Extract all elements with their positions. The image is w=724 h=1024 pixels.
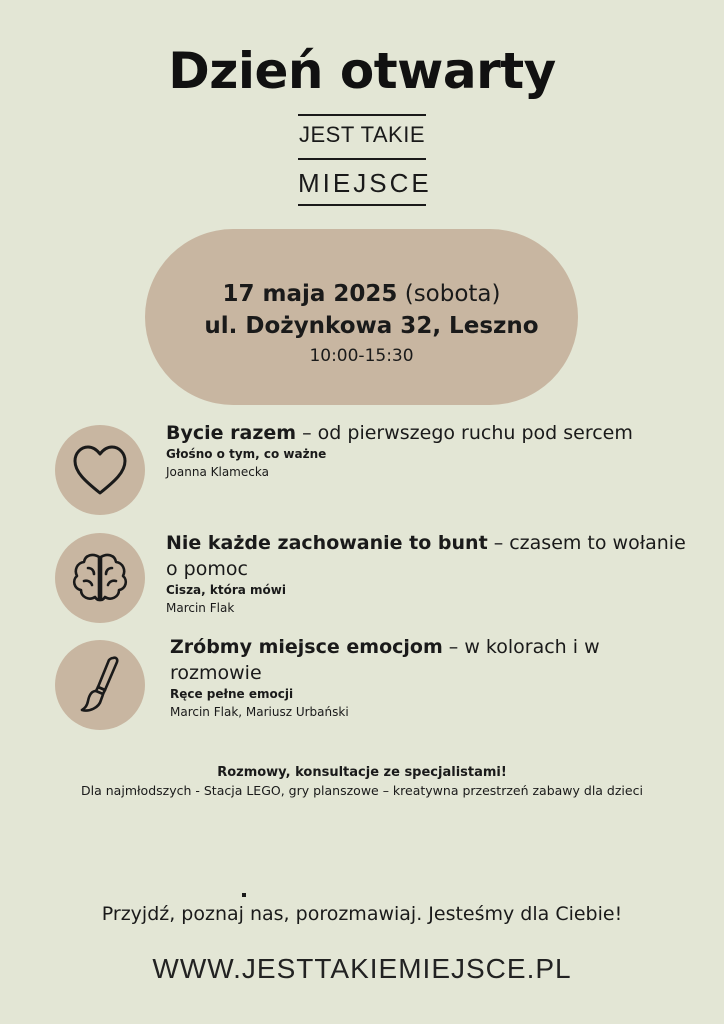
event-date — [145, 281, 578, 307]
page-title: Dzień otwarty — [168, 42, 556, 100]
event-date-day: 17 maja 2025 — [222, 281, 398, 307]
extras-kids-line: Dla najmłodszych - Stacja LEGO, gry planszowe – kreatywna przestrzeń zabawy dla dzieci — [81, 783, 643, 798]
logo — [298, 112, 432, 208]
extras-headline: Rozmowy, konsultacje ze specjalistami! — [217, 765, 507, 780]
event-time: 10:00-15:30 — [309, 346, 414, 366]
session-1-speakers: Joanna Klamecka — [166, 465, 269, 479]
session-1 — [166, 420, 686, 482]
session-3 — [170, 634, 690, 722]
session-2-speakers: Marcin Flak — [166, 601, 235, 615]
logo-rule-middle — [298, 158, 426, 160]
session-2-heading — [166, 530, 686, 582]
session-1-tagline: – od pierwszego ruchu pod sercem — [296, 422, 633, 444]
session-1-heading — [166, 420, 686, 446]
session-3-title: Zróbmy miejsce emocjom — [170, 636, 443, 658]
session-1-subtitle: Głośno o tym, co ważne — [166, 447, 327, 461]
call-to-action: Przyjdź, poznaj nas, porozmawiaj. Jesteśmy dla Ciebie! — [101, 903, 623, 925]
event-date-weekday: (sobota) — [397, 281, 501, 307]
extras-block — [0, 764, 724, 800]
event-info-pill — [145, 229, 578, 405]
session-2-tagline: – czasem to wołanie o pomoc — [166, 532, 686, 580]
heart-icon — [55, 425, 145, 515]
decorative-dot — [242, 893, 246, 897]
logo-rule-top — [298, 114, 426, 116]
event-address: ul. Dożynkowa 32, Leszno — [204, 313, 539, 339]
paintbrush-icon — [55, 640, 145, 730]
session-2-title: Nie każde zachowanie to bunt — [166, 532, 488, 554]
session-2-icon-circle — [55, 533, 145, 623]
logo-line2: MIEJSCE — [298, 168, 432, 198]
logo-rule-bottom — [298, 204, 426, 206]
session-2-subtitle: Cisza, która mówi — [166, 583, 286, 597]
session-3-icon-circle — [55, 640, 145, 730]
session-1-icon-circle — [55, 425, 145, 515]
logo-line1: JEST TAKIE — [298, 122, 426, 147]
session-3-subtitle: Ręce pełne emocji — [170, 687, 294, 701]
brain-icon — [55, 533, 145, 623]
session-3-speakers: Marcin Flak, Mariusz Urbański — [170, 705, 349, 719]
session-3-tagline: – w kolorach i w rozmowie — [170, 636, 600, 684]
website-url[interactable]: WWW.JESTTAKIEMIEJSCE.PL — [152, 953, 572, 984]
session-3-heading — [170, 634, 690, 686]
session-1-title: Bycie razem — [166, 422, 297, 444]
session-2 — [166, 530, 686, 618]
